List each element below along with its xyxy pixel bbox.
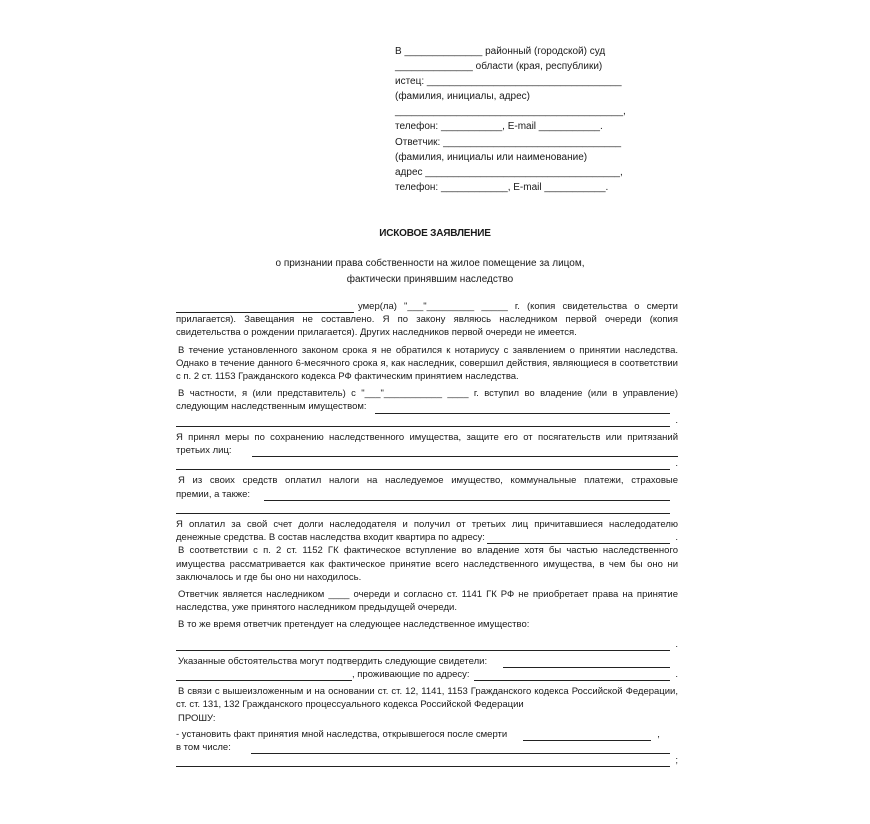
request-item-1-line-1 (176, 728, 678, 741)
period: . (675, 532, 678, 544)
blank-line (176, 417, 670, 427)
period: . (675, 414, 678, 426)
plaintiff-line: истец: ___________________________________ (395, 76, 622, 88)
document-subtitle (0, 256, 860, 288)
paragraph-legal-basis: В связи с вышеизложенным и на основании ст. ст. 12, 1141, 1153 Гражданского кодекса Российской Федерации, ст. ст. 131, 132 Гражданского процессуального кодекса Российской Федерации (176, 686, 678, 711)
paragraph-payments-line-2 (176, 488, 678, 501)
blank-deceased-name (176, 303, 354, 313)
paragraph-debts-line-1: Я оплатил за свой счет долги наследодателя и получил от третьих лиц причитавшиеся наследодателю (176, 518, 678, 530)
blank-witness-names (176, 671, 352, 681)
paragraph-debts-line-2 (176, 531, 678, 544)
blank-defendant-claims (176, 638, 678, 651)
blank-preservation (252, 447, 678, 457)
defendant-hint: (фамилия, инициалы или наименование) (395, 151, 588, 163)
court-line: В ______________ районный (городской) суд (395, 46, 606, 57)
paragraph-possession-line-2 (176, 400, 678, 413)
request-heading: ПРОШУ: (178, 712, 216, 724)
subtitle-line-2: фактически принявшим наследство (346, 274, 514, 285)
blank-line (176, 460, 670, 470)
deceased-text: умер(ла) "___"_________ _____ г. (копия свидетельства о смерти (358, 300, 678, 312)
period: . (675, 458, 678, 470)
blank-payments-continued (176, 501, 678, 514)
document-title: ИСКОВОЕ ЗАЯВЛЕНИЕ (379, 228, 491, 239)
apartment-label: денежные средства. В состав наследства входит квартира по адресу: (176, 532, 485, 544)
paragraph-witnesses-line-1 (176, 655, 678, 668)
witnesses-label: Указанные обстоятельства могут подтвердить следующие свидетели: (178, 655, 488, 667)
blank-witnesses (503, 658, 670, 668)
request-item-1-line-2 (176, 741, 678, 754)
comma: , (657, 728, 660, 740)
plaintiff-address-line: _________________________________________, (395, 106, 626, 118)
blank-including (251, 744, 670, 754)
subtitle-line-1: о признании права собственности на жилое помещение за лицом, (275, 258, 585, 269)
blank-property-continued (176, 414, 678, 427)
paragraph-article-1152: В соответствии с п. 2 ст. 1152 ГК фактическое вступление во владение хотя бы частью наследственного имущества рассматривается как фактическое принятие всего наследственного имущества, в чем бы оно ни заключалось и где бы оно ни находилось. (176, 545, 678, 583)
blank-property (375, 404, 670, 414)
document-body (176, 300, 678, 767)
period: . (675, 668, 678, 680)
blank-including-continued (176, 754, 678, 767)
paragraph-preservation-line-2 (176, 444, 678, 457)
period: . (675, 638, 678, 650)
plaintiff-hint: (фамилия, инициалы, адрес) (395, 91, 530, 103)
paragraph-possession-line-1: В частности, я (или представитель) с "___"___________ ____ г. вступил во владение (или в управление) (178, 388, 678, 400)
blank-payments (264, 491, 670, 501)
defendant-line: Ответчик: ________________________________ (395, 136, 622, 148)
plaintiff-phone-line: телефон: ___________, E-mail ___________. (395, 121, 603, 133)
blank-preservation-continued (176, 457, 678, 470)
paragraph-payments-line-1: Я из своих средств оплатил налоги на наследуемое имущество, коммунальные платежи, страховые (178, 475, 678, 487)
blank-witness-address (474, 671, 670, 681)
blank-deceased (523, 731, 651, 741)
request-item-text: - установить факт принятия мной наследства, открывшегося после смерти (176, 728, 508, 740)
blank-apartment-address (487, 534, 670, 544)
paragraph-deadline: В течение установленного законом срока я не обратился к нотариусу с заявлением о принятии наследства. Однако в течение данного 6-месячного срока я, как наследник, совершил действия, являющиеся в соответствии с п. 2 ст. 1153 Гражданского кодекса РФ фактическим принятием наследства. (176, 344, 678, 382)
defendant-phone-line: телефон: ____________, E-mail ___________. (395, 181, 609, 193)
paragraph-defendant-claims: В то же время ответчик претендует на следующее наследственное имущество: (178, 619, 530, 631)
paragraph-witnesses-line-2 (176, 668, 678, 681)
addressee-block (395, 44, 635, 195)
defendant-address-line: адрес ___________________________________, (395, 166, 623, 178)
payments-label: премии, а также: (176, 488, 251, 500)
paragraph-defendant-order: Ответчик является наследником ____ очереди и согласно ст. 1141 ГК РФ не приобретает права на принятие наследства, уже принятого наследником предыдущей очереди. (176, 588, 678, 614)
witness-address-label: , проживающие по адресу: (352, 668, 470, 680)
blank-line (176, 504, 670, 514)
paragraph-deceased-line (176, 300, 678, 313)
blank-line (176, 641, 670, 651)
semicolon: ; (675, 755, 678, 767)
preservation-label: третьих лиц: (176, 444, 232, 456)
paragraph-no-will: прилагается). Завещания не составлено. Я по закону являюсь наследником первой очереди (копия свидетельства о рождении прилагается). Других наследников первой очереди не имеется. (176, 314, 678, 339)
region-line: ______________ области (края, республики) (395, 61, 603, 73)
including-label: в том числе: (176, 741, 231, 753)
possession-label: следующим наследственным имуществом: (176, 401, 367, 413)
paragraph-preservation-line-1: Я принял меры по сохранению наследственного имущества, защите его от посягательств или притязаний (176, 431, 678, 443)
blank-line (176, 757, 670, 767)
